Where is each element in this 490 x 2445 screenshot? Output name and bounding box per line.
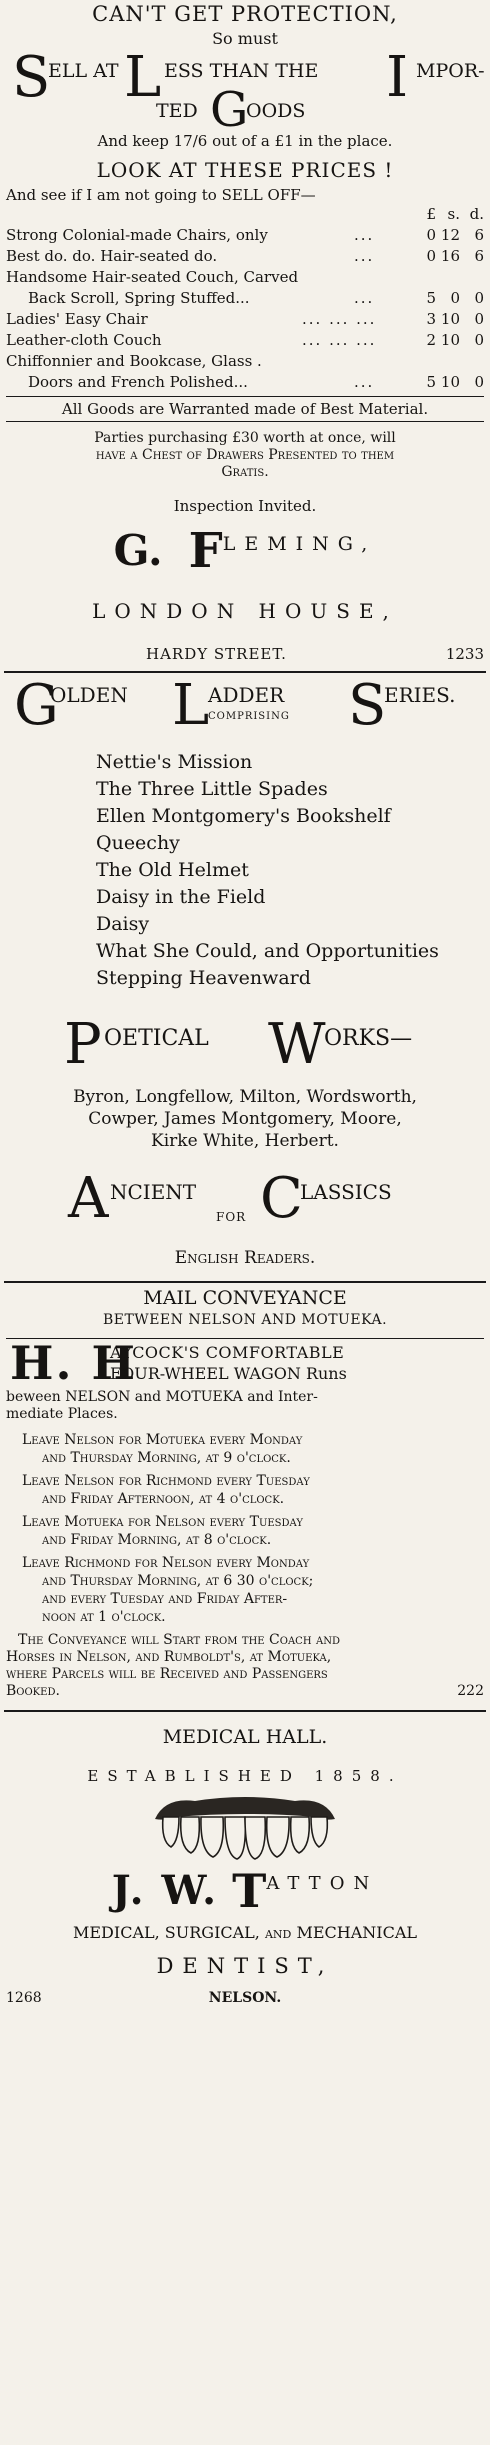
schedule-entry: Leave Nelson for Richmond every Tuesday and Friday Afternoon, at 4 o'clock. bbox=[22, 1473, 310, 1508]
list-item: What She Could, and Opportunities bbox=[96, 940, 439, 963]
dentist-line: DENTIST, bbox=[156, 1954, 334, 1979]
books-advertisement bbox=[4, 673, 486, 1269]
ad-ref-number: 222 bbox=[457, 1683, 484, 1700]
address-line: HARDY STREET. 1233 bbox=[146, 645, 484, 664]
schedule bbox=[6, 1431, 484, 1626]
ancient-classics-headline: A NCIENT FOR C LASSICS bbox=[68, 1166, 392, 1232]
list-item: Nettie's Mission bbox=[96, 751, 253, 774]
so-must-line: So must bbox=[212, 29, 278, 49]
list-item: Daisy bbox=[96, 913, 150, 936]
keep-line: And keep 17/6 out of a £1 in the place. bbox=[97, 132, 393, 151]
golden-ladder-headline: G OLDEN L ADDER COMPRISING S ERIES. bbox=[14, 673, 456, 739]
established-line: ESTABLISHED 1858. bbox=[87, 1767, 403, 1786]
poets-list: Byron, Longfellow, Milton, Wordsworth, Cowper, James Montgomery, Moore, Kirke White, Herbert. bbox=[73, 1087, 417, 1152]
section-rule bbox=[4, 1710, 486, 1712]
schedule-entry: Leave Richmond for Nelson every Monday and Thursday Morning, at 6 30 o'clock; and every Tuesday and Friday After- noon at 1 o'clock. bbox=[22, 1555, 314, 1626]
price-row: Back Scroll, Spring Stuffed... ... 5 0 0 bbox=[28, 289, 484, 308]
london-house: LONDON HOUSE, bbox=[92, 599, 398, 624]
price-row: Ladies' Easy Chair ... ... ... 3 10 0 bbox=[6, 310, 484, 329]
divider bbox=[6, 396, 484, 397]
price-row: Strong Colonial-made Chairs, only ... 0 12 6 bbox=[6, 226, 484, 245]
divider bbox=[6, 421, 484, 422]
book-titles bbox=[6, 749, 484, 992]
protection-line: CAN'T GET PROTECTION, bbox=[92, 2, 398, 26]
price-row: Doors and French Polished... ... 5 10 0 bbox=[28, 373, 484, 392]
price-row: Handsome Hair-seated Couch, Carved bbox=[6, 268, 299, 287]
ad-ref-number: 1268 bbox=[6, 1989, 42, 2006]
profession-line: MEDICAL, SURGICAL, and MECHANICAL bbox=[72, 1923, 418, 1943]
english-readers: English Readers. bbox=[174, 1248, 316, 1269]
list-item: Queechy bbox=[96, 832, 180, 855]
tatton-name: J. W. T ATTON bbox=[111, 1864, 379, 1919]
fleming-advertisement bbox=[4, 2, 486, 663]
parties-text: Parties purchasing £30 worth at once, will have a Chest of Drawers Presented to them Gratis. bbox=[94, 430, 396, 481]
mail-subtitle: BETWEEN NELSON AND MOTUEKA. bbox=[102, 1311, 388, 1328]
price-row: Leather-cloth Couch ... ... ... 2 10 0 bbox=[6, 331, 484, 350]
mail-conveyance-advertisement bbox=[4, 1287, 486, 1701]
section-rule bbox=[4, 1281, 486, 1283]
list-item: Ellen Montgomery's Bookshelf bbox=[96, 805, 391, 828]
currency-header: £ s. d. bbox=[426, 205, 484, 224]
price-list bbox=[6, 225, 484, 393]
footer-line bbox=[6, 1990, 484, 2012]
poetical-works-headline: P OETICAL W ORKS— bbox=[64, 1012, 413, 1078]
fleming-name: G. F LEMING, bbox=[113, 523, 377, 580]
warranty-line: All Goods are Warranted made of Best Material. bbox=[61, 400, 429, 419]
price-row: Chiffonnier and Bookcase, Glass . bbox=[6, 352, 262, 371]
list-item: Stepping Heavenward bbox=[96, 967, 311, 990]
closing-text: The Conveyance will Start from the Coach and Horses in Nelson, and Rumboldt's, at Motueka, where Parcels will be Received and Passengers Booked. 222 bbox=[6, 1632, 484, 1700]
dentures-icon bbox=[6, 1791, 484, 1863]
schedule-entry: Leave Motueka for Nelson every Tuesday and Friday Morning, at 8 o'clock. bbox=[22, 1514, 303, 1549]
list-item: The Three Little Spades bbox=[96, 778, 328, 801]
ad-ref-number: 1233 bbox=[445, 645, 484, 664]
dentist-advertisement bbox=[4, 1726, 486, 2011]
list-item: The Old Helmet bbox=[96, 859, 249, 882]
mail-title: MAIL CONVEYANCE bbox=[143, 1286, 347, 1309]
see-line: And see if I am not going to SELL OFF— bbox=[6, 186, 316, 205]
intro-continued: beween NELSON and MOTUEKA and Inter- mediate Places. bbox=[6, 1389, 318, 1423]
section-rule bbox=[4, 671, 486, 673]
list-item: Daisy in the Field bbox=[96, 886, 266, 909]
medical-hall-title: MEDICAL HALL. bbox=[162, 1726, 328, 1749]
price-row: Best do. do. Hair-seated do. ... 0 16 6 bbox=[6, 247, 484, 266]
look-line: LOOK AT THESE PRICES ! bbox=[96, 158, 394, 183]
inspection-line: Inspection Invited. bbox=[173, 497, 317, 516]
haycock-intro: H. H AYCOCK'S COMFORTABLE FOUR-WHEEL WAGON Runs bbox=[10, 1336, 347, 1391]
schedule-entry: Leave Nelson for Motueka every Monday and Thursday Morning, at 9 o'clock. bbox=[22, 1432, 303, 1467]
town-name: NELSON. bbox=[208, 1989, 282, 2006]
sell-headline: S ELL AT L ESS THAN THE I MPOR- TED G OODS bbox=[12, 45, 485, 139]
